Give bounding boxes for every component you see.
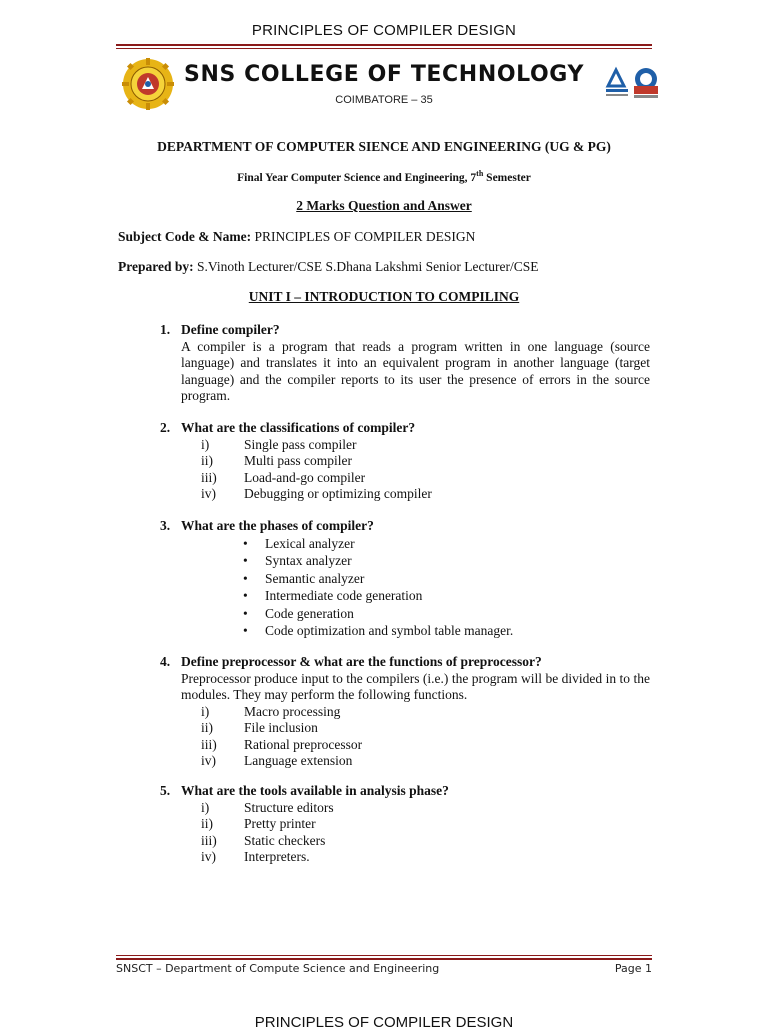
question-5 bbox=[160, 783, 650, 866]
subject-line: Subject Code & Name: PRINCIPLES OF COMPILER DESIGN bbox=[118, 229, 476, 244]
question-heading: 1. Define compiler? bbox=[160, 322, 280, 337]
answer-text: Preprocessor produce input to the compilers (i.e.) the program will be divided in to the modules. They may perform the following functions. bbox=[181, 670, 650, 702]
page-footer bbox=[116, 962, 652, 975]
list-item: iv) Debugging or optimizing compiler bbox=[201, 486, 432, 501]
marks-title: 2 Marks Question and Answer bbox=[296, 198, 472, 213]
next-page-header-title: PRINCIPLES OF COMPILER DESIGN bbox=[254, 1014, 514, 1031]
list-item: i) Structure editors bbox=[201, 799, 334, 815]
question-4 bbox=[160, 654, 650, 770]
question-2 bbox=[160, 420, 650, 503]
running-header-title: PRINCIPLES OF COMPILER DESIGN bbox=[251, 22, 517, 39]
list-item: • Code generation bbox=[243, 605, 354, 621]
list-item: ii) Multi pass compiler bbox=[201, 453, 352, 468]
footer-department: SNSCT – Department of Compute Science and Engineering bbox=[116, 962, 440, 975]
question-heading: 4. Define preprocessor & what are the functions of preprocessor? bbox=[160, 654, 542, 669]
list-item: • Intermediate code generation bbox=[243, 588, 423, 603]
college-city: COIMBATORE – 35 bbox=[335, 94, 433, 106]
list-item: ii) File inclusion bbox=[201, 720, 318, 735]
list-item: iii) Static checkers bbox=[201, 832, 326, 848]
list-item: iii) Rational preprocessor bbox=[201, 736, 363, 752]
footer-rule bbox=[116, 958, 652, 960]
department-title: DEPARTMENT OF COMPUTER SIENCE AND ENGINEERING (UG & PG) bbox=[157, 139, 611, 154]
page-number: Page 1 bbox=[614, 962, 652, 975]
question-heading: 3. What are the phases of compiler? bbox=[160, 518, 374, 533]
list-item: • Lexical analyzer bbox=[243, 535, 355, 551]
header-rule bbox=[116, 44, 652, 46]
question-3 bbox=[160, 517, 650, 640]
prepared-by-line: Prepared by: S.Vinoth Lecturer/CSE S.Dhana Lakshmi Senior Lecturer/CSE bbox=[118, 259, 539, 274]
question-1 bbox=[160, 322, 650, 405]
question-heading: 2. What are the classifications of compiler? bbox=[160, 420, 416, 435]
list-item: iv) Interpreters. bbox=[201, 849, 310, 864]
header-rule-thin bbox=[116, 48, 652, 49]
list-item: iii) Load-and-go compiler bbox=[201, 469, 366, 485]
footer-rule-thin bbox=[116, 955, 652, 956]
semester-line: Final Year Computer Science and Engineering, 7th Semester bbox=[237, 169, 531, 184]
college-name: SNS COLLEGE OF TECHNOLOGY bbox=[184, 62, 584, 87]
accreditation-logos-icon bbox=[604, 66, 660, 100]
list-item: • Syntax analyzer bbox=[243, 553, 352, 568]
question-heading: 5. What are the tools available in analysis phase? bbox=[160, 783, 449, 798]
unit-title: UNIT I – INTRODUCTION TO COMPILING bbox=[248, 289, 520, 304]
list-item: iv) Language extension bbox=[201, 753, 353, 768]
list-item: i) Macro processing bbox=[201, 703, 341, 719]
list-item: ii) Pretty printer bbox=[201, 816, 316, 831]
list-item: i) Single pass compiler bbox=[201, 436, 357, 452]
answer-text: A compiler is a program that reads a program written in one language (source language) and translates it into an equivalent program in another language (target language) and the compiler reports to its user the presence of errors in the source program. bbox=[181, 338, 650, 403]
list-item: • Code optimization and symbol table manager. bbox=[243, 623, 514, 638]
list-item: • Semantic analyzer bbox=[243, 570, 365, 586]
